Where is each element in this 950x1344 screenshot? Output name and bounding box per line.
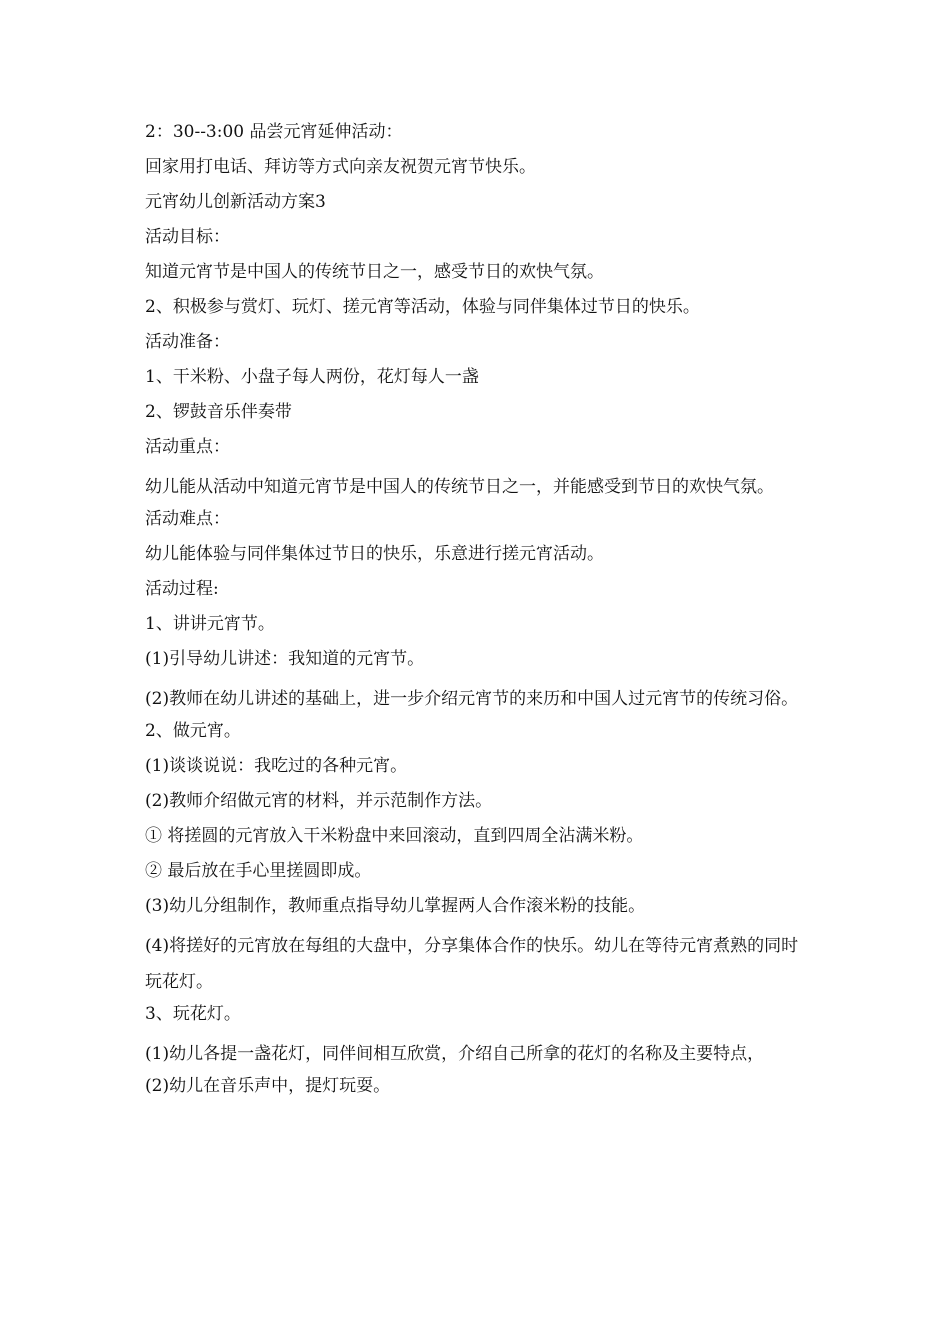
paragraph-prep-1: 1、干米粉、小盘子每人两份，花灯每人一盏 — [145, 367, 479, 387]
paragraph-step-1-2: (2)教师在幼儿讲述的基础上，进一步介绍元宵节的来历和中国人过元宵节的传统习俗。 — [145, 689, 799, 709]
paragraph-step-1: 1、讲讲元宵节。 — [145, 614, 275, 634]
heading-process: 活动过程: — [145, 579, 219, 599]
paragraph-step-3-1: (1)幼儿各提一盏花灯，同伴间相互欣赏，介绍自己所拿的花灯的名称及主要特点， — [145, 1044, 765, 1064]
paragraph-key-points: 幼儿能从活动中知道元宵节是中国人的传统节日之一，并能感受到节日的欢快气氛。 — [145, 477, 774, 497]
paragraph-difficulty: 幼儿能体验与同伴集体过节日的快乐，乐意进行搓元宵活动。 — [145, 544, 604, 564]
paragraph-step-2-2-b: ② 最后放在手心里搓圆即成。 — [145, 861, 372, 881]
paragraph-1: 2：30--3:00 品尝元宵延伸活动： — [145, 122, 403, 142]
paragraph-step-2-1: (1)谈谈说说：我吃过的各种元宵。 — [145, 756, 408, 776]
paragraph-goal-1: 知道元宵节是中国人的传统节日之一，感受节日的欢快气氛。 — [145, 262, 604, 282]
paragraph-goal-2: 2、积极参与赏灯、玩灯、搓元宵等活动，体验与同伴集体过节日的快乐。 — [145, 297, 700, 317]
section-title: 元宵幼儿创新活动方案3 — [145, 192, 326, 212]
paragraph-step-3: 3、玩花灯。 — [145, 1004, 241, 1024]
paragraph-step-3-2: (2)幼儿在音乐声中，提灯玩耍。 — [145, 1076, 391, 1096]
paragraph-2: 回家用打电话、拜访等方式向亲友祝贺元宵节快乐。 — [145, 157, 536, 177]
paragraph-step-2-3: (3)幼儿分组制作，教师重点指导幼儿掌握两人合作滚米粉的技能。 — [145, 896, 646, 916]
paragraph-step-1-1: (1)引导幼儿讲述：我知道的元宵节。 — [145, 649, 425, 669]
paragraph-step-2: 2、做元宵。 — [145, 721, 241, 741]
heading-key-points: 活动重点： — [145, 437, 230, 457]
paragraph-step-2-4: (4)将搓好的元宵放在每组的大盘中，分享集体合作的快乐。幼儿在等待元宵煮熟的同时玩花灯。 — [145, 936, 799, 992]
paragraph-step-2-2: (2)教师介绍做元宵的材料，并示范制作方法。 — [145, 791, 493, 811]
paragraph-step-2-2-a: ① 将搓圆的元宵放入干米粉盘中来回滚动，直到四周全沾满米粉。 — [145, 826, 644, 846]
heading-goals: 活动目标： — [145, 227, 230, 247]
heading-difficulty: 活动难点： — [145, 509, 230, 529]
heading-preparation: 活动准备： — [145, 332, 230, 352]
paragraph-prep-2: 2、锣鼓音乐伴奏带 — [145, 402, 292, 422]
document-body — [145, 119, 810, 1108]
